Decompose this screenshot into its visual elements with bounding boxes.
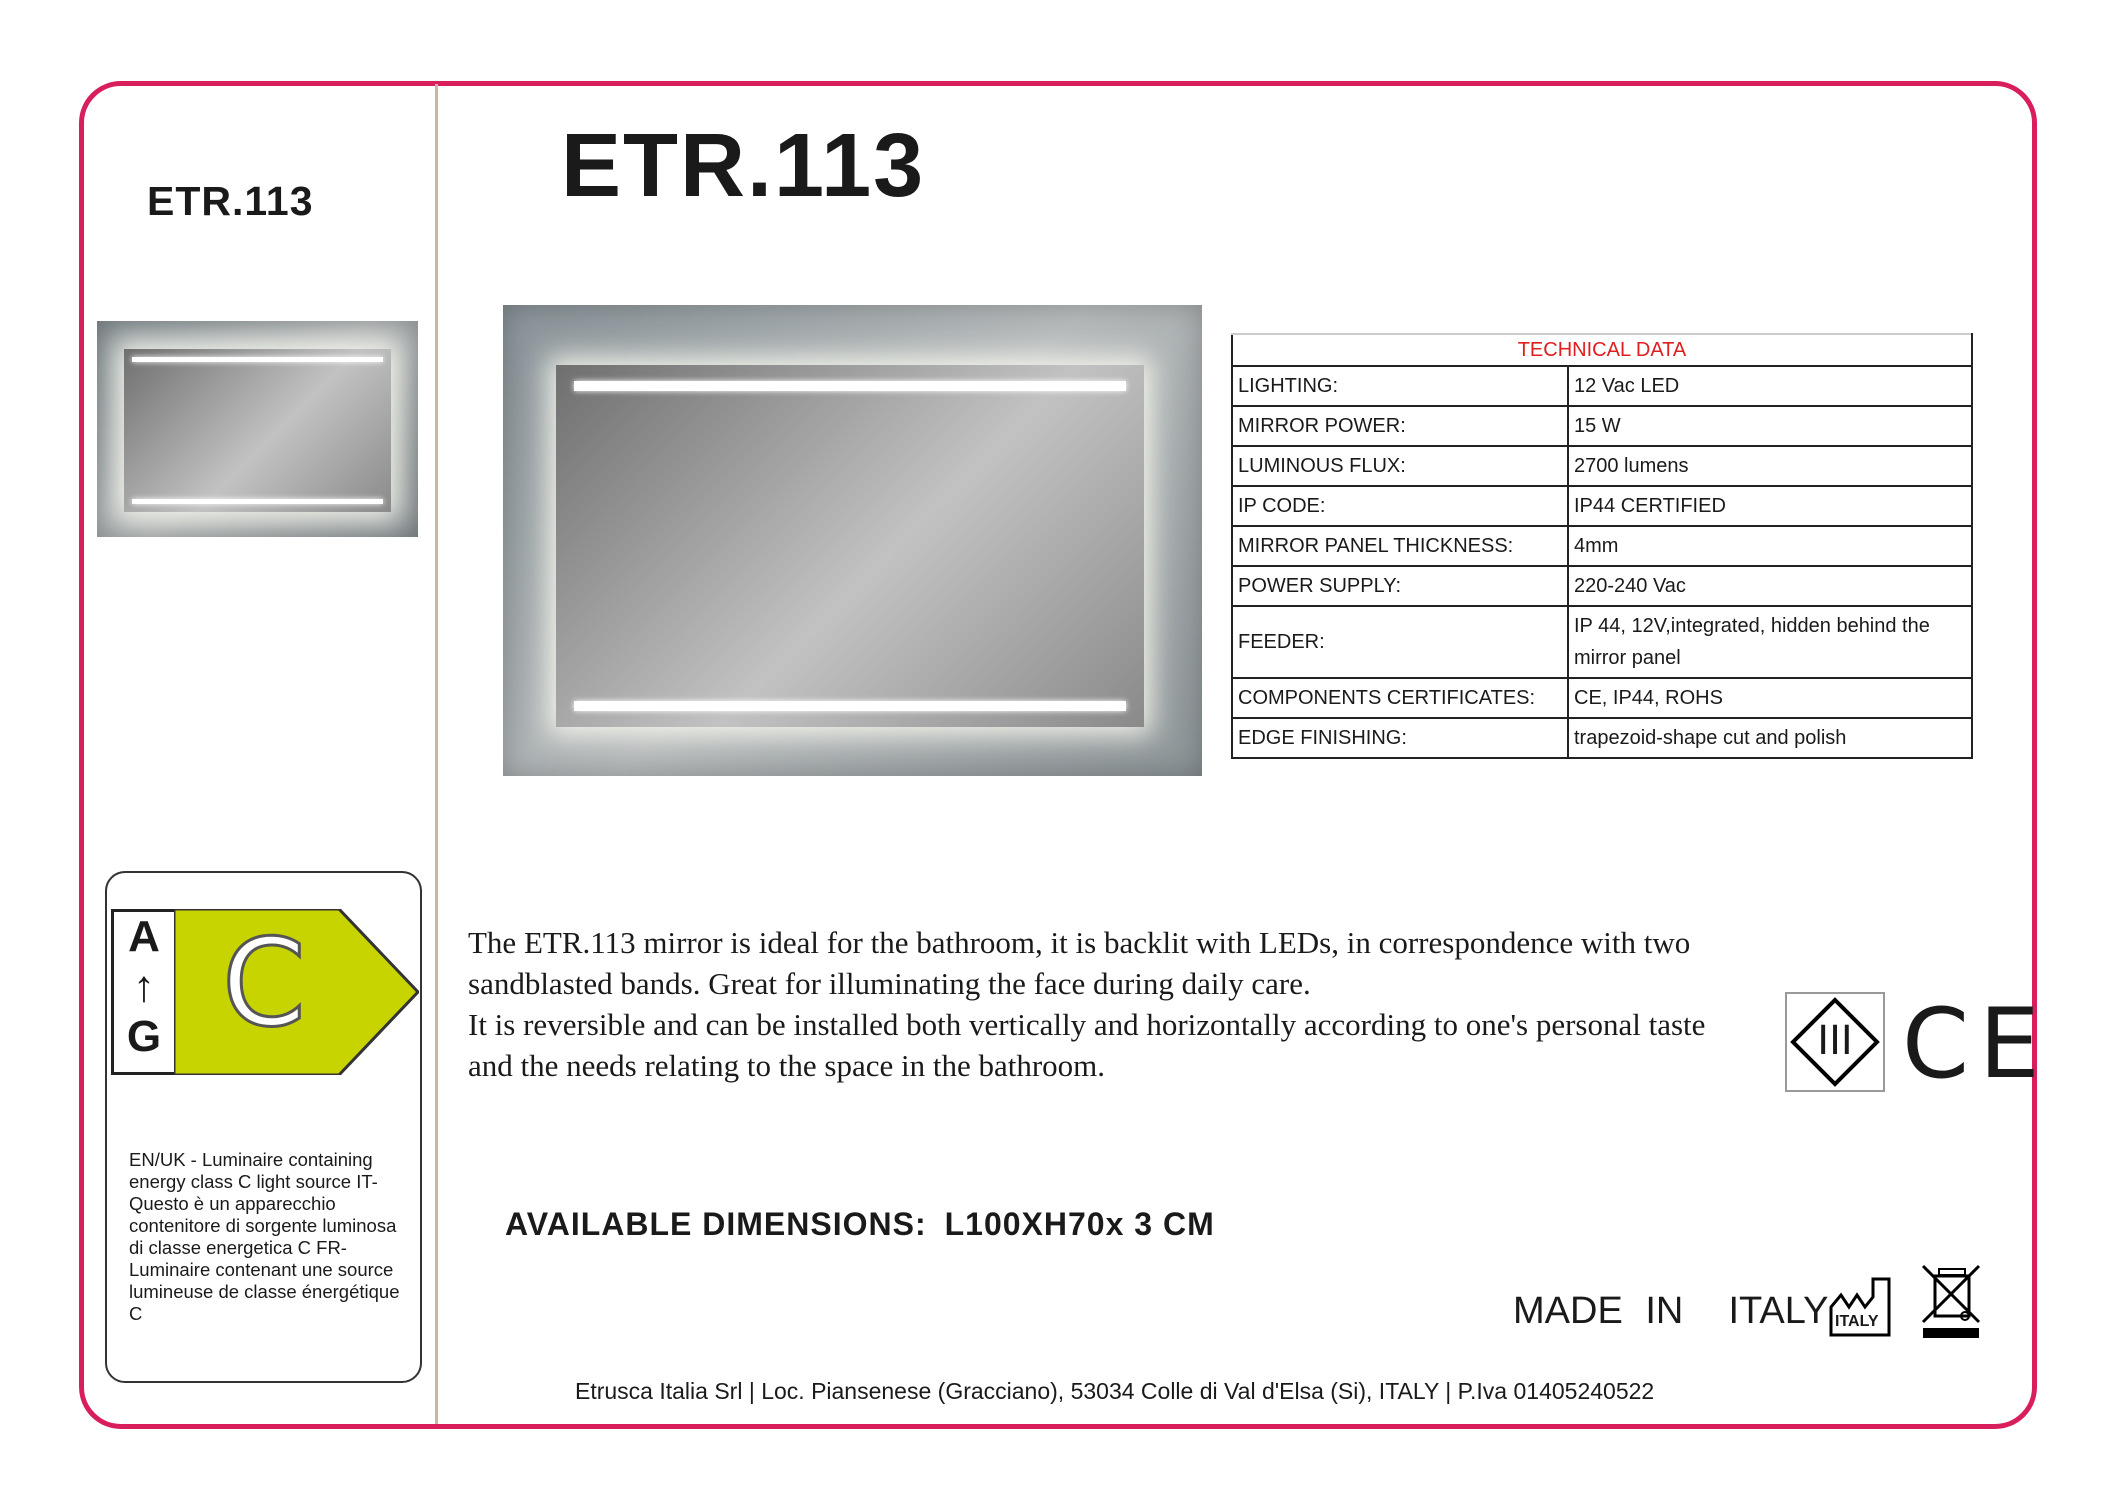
table-row [1232, 718, 1972, 758]
spec-label: FEEDER: [1232, 606, 1568, 678]
product-description [468, 922, 1748, 1086]
spec-value: trapezoid-shape cut and polish [1568, 718, 1972, 758]
spec-value: 4mm [1568, 526, 1972, 566]
table-row [1232, 406, 1972, 446]
table-row [1232, 566, 1972, 606]
table-row [1232, 606, 1972, 678]
technical-data-table [1231, 333, 1973, 759]
table-row [1232, 678, 1972, 718]
spec-value: 12 Vac LED [1568, 366, 1972, 406]
energy-label-text: EN/UK - Luminaire containing energy class C light source IT- Questo è un apparecchio contenitore di sorgente luminosa di classe energetica C FR- Luminaire contenant une source lumineuse de classe énergétique C [129, 1149, 400, 1324]
factory-italy-icon [1829, 1275, 1895, 1337]
weee-bin-icon [1921, 1264, 1983, 1345]
energy-class: C [222, 915, 306, 1054]
page-title: ETR.113 [561, 116, 926, 216]
spec-value: CE, IP44, ROHS [1568, 678, 1972, 718]
spec-label: MIRROR POWER: [1232, 406, 1568, 446]
scale-bottom: G [126, 1012, 162, 1061]
table-row [1232, 366, 1972, 406]
column-divider [435, 84, 438, 1424]
spec-value: IP 44, 12V,integrated, hidden behind the mirror panel [1568, 606, 1972, 678]
spec-value: 220-240 Vac [1568, 566, 1972, 606]
spec-label: IP CODE: [1232, 486, 1568, 526]
dimensions-label: AVAILABLE DIMENSIONS: [505, 1206, 927, 1242]
made-in-italy: MADE IN ITALY [1513, 1290, 1829, 1332]
table-row [1232, 526, 1972, 566]
product-image [503, 305, 1202, 776]
spec-value: 15 W [1568, 406, 1972, 446]
spec-label: EDGE FINISHING: [1232, 718, 1568, 758]
table-header: TECHNICAL DATA [1232, 334, 1972, 366]
dimensions-value: L100XH70x 3 CM [944, 1206, 1215, 1242]
spec-label: COMPONENTS CERTIFICATES: [1232, 678, 1568, 718]
description-paragraph: It is reversible and can be installed both vertically and horizontally according to one's personal taste and the needs relating to the space in the bathroom. [468, 1007, 1706, 1083]
spec-value: 2700 lumens [1568, 446, 1972, 486]
available-dimensions [505, 1206, 1215, 1243]
spec-label: LUMINOUS FLUX: [1232, 446, 1568, 486]
factory-icon-label: ITALY [1835, 1313, 1879, 1330]
spec-label: POWER SUPPLY: [1232, 566, 1568, 606]
arrow-up-icon: ↑ [133, 962, 155, 1011]
spec-label: MIRROR PANEL THICKNESS: [1232, 526, 1568, 566]
description-paragraph: The ETR.113 mirror is ideal for the bathroom, it is backlit with LEDs, in correspondence with two sandblasted bands. Great for illuminating the face during daily care. [468, 925, 1691, 1001]
energy-label [105, 871, 422, 1383]
scale-top: A [128, 912, 160, 961]
ce-mark-icon: CE [1902, 988, 2050, 1100]
class-iii-icon [1785, 992, 1885, 1092]
spec-value: IP44 CERTIFIED [1568, 486, 1972, 526]
product-thumbnail [97, 321, 418, 537]
spec-label: LIGHTING: [1232, 366, 1568, 406]
energy-scale [111, 909, 174, 1075]
sidebar-product-code: ETR.113 [147, 178, 314, 224]
class-iii-label: III [1817, 1018, 1853, 1064]
table-row [1232, 486, 1972, 526]
company-footer: Etrusca Italia Srl | Loc. Piansenese (Gracciano), 53034 Colle di Val d'Elsa (Si), ITALY | P.Iva 01405240522 [575, 1378, 1655, 1404]
table-row [1232, 446, 1972, 486]
energy-class-arrow [174, 909, 419, 1080]
